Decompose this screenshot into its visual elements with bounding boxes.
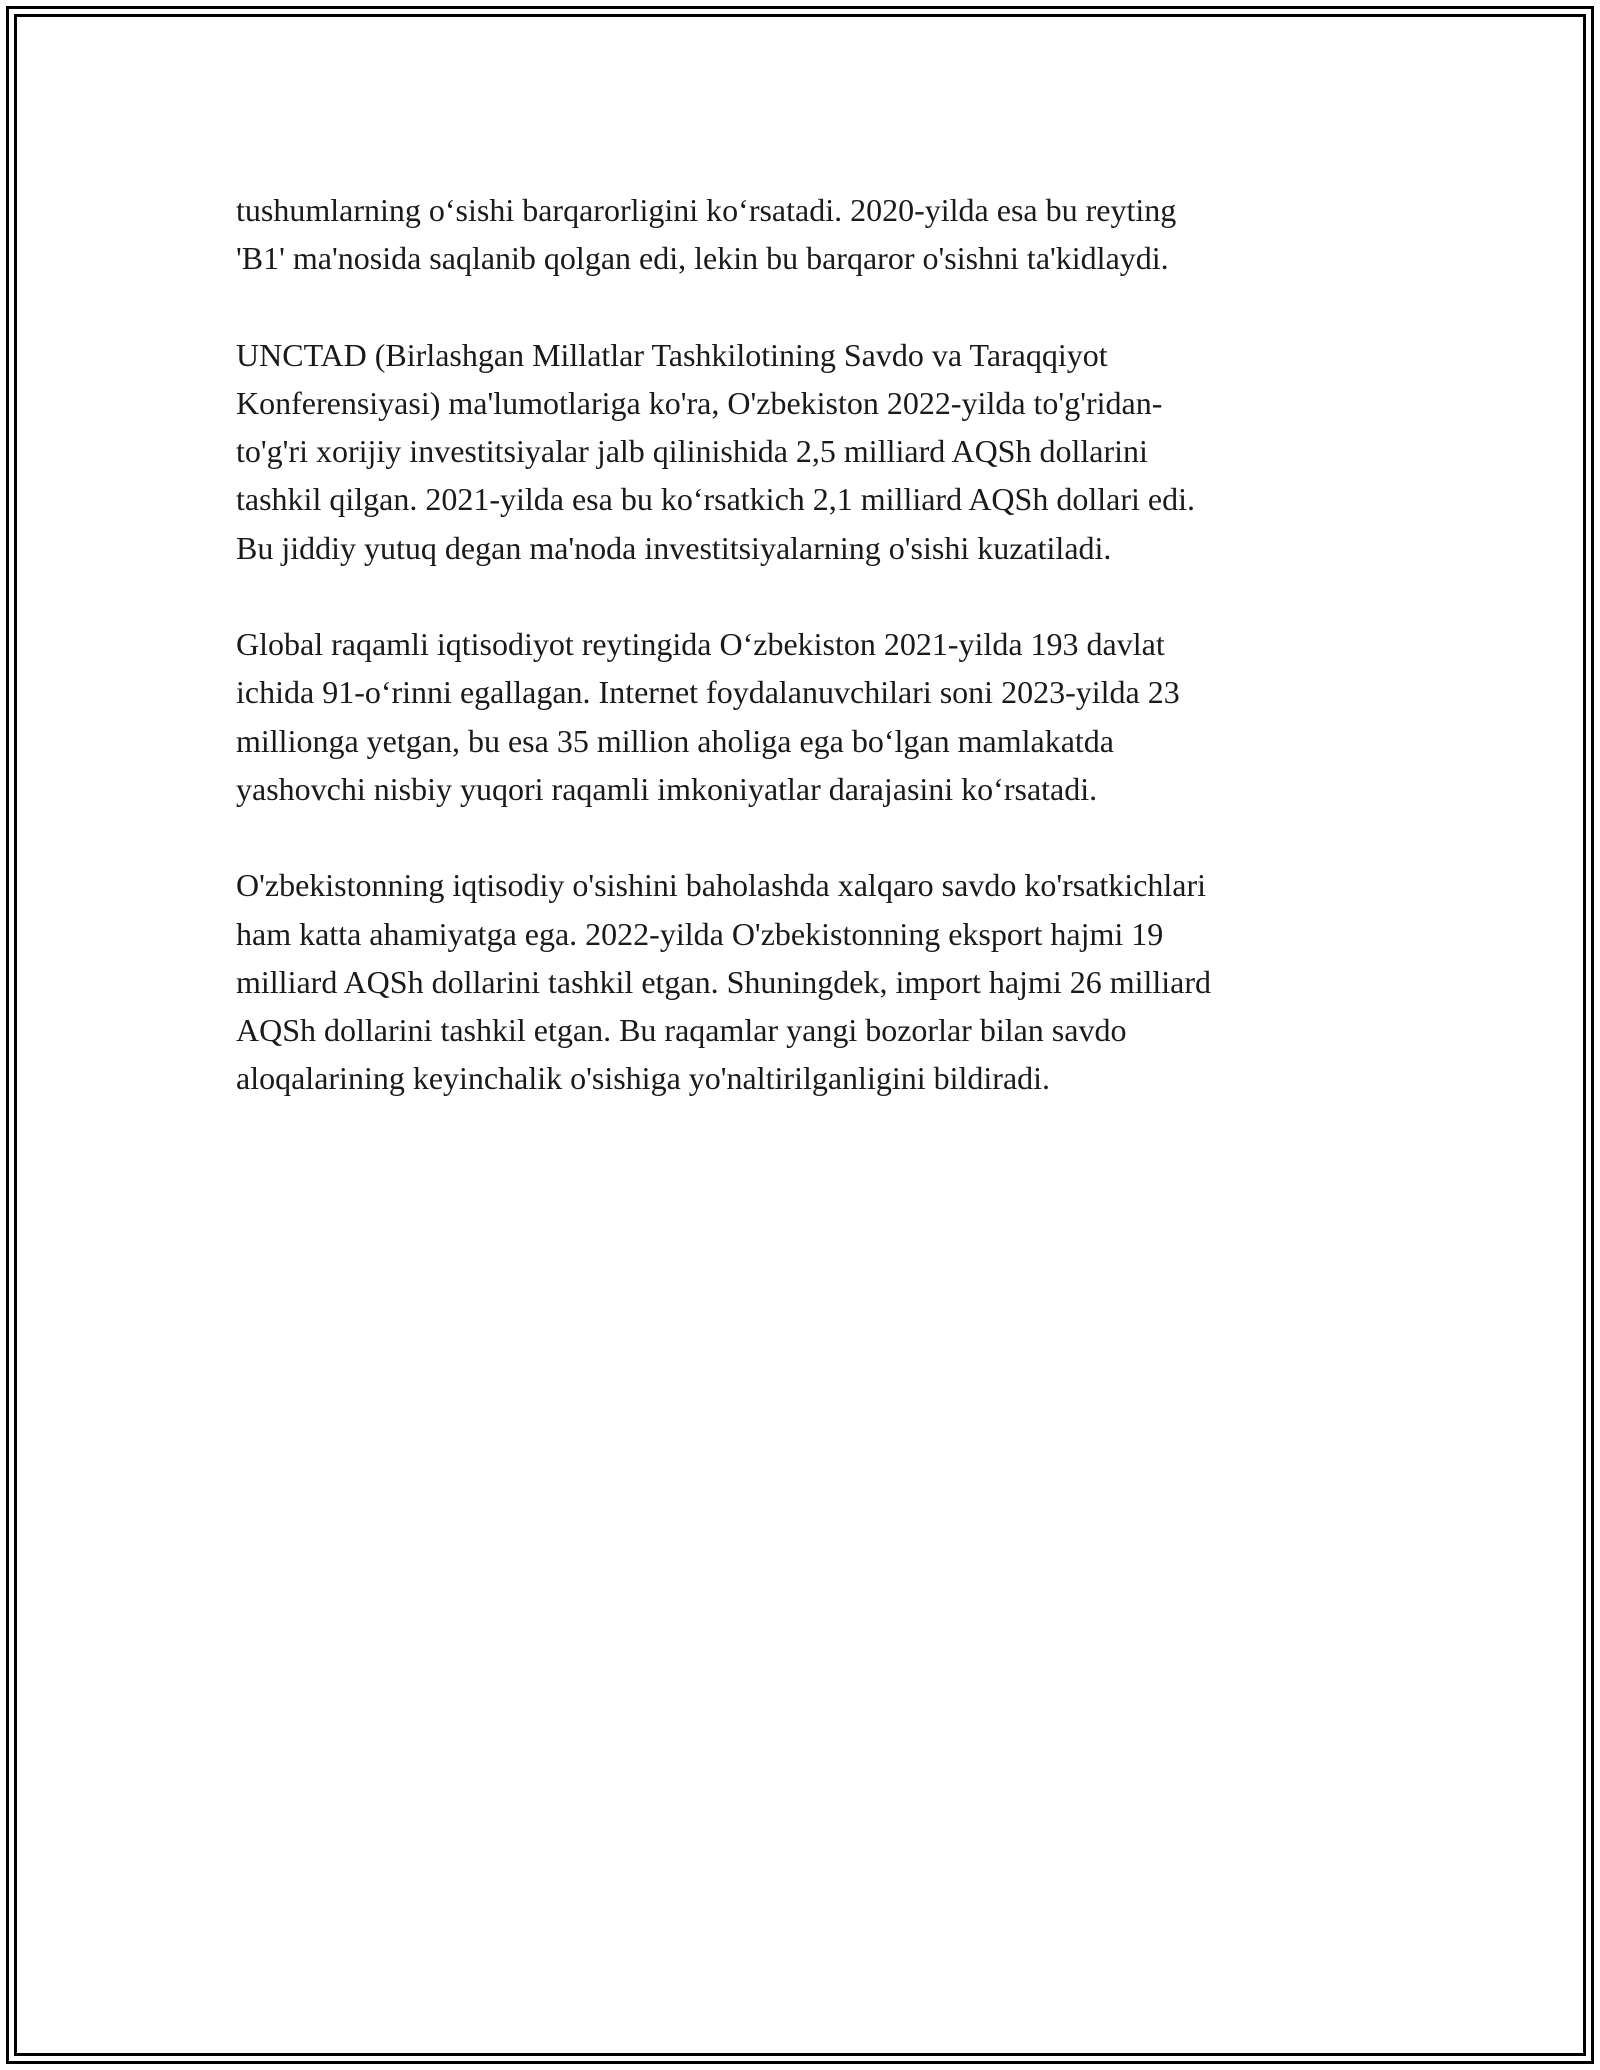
paragraph-foreign-trade xyxy=(236,861,1366,1102)
text-line: tashkil qilgan. 2021-yilda esa bu ko‘rsatkich 2,1 milliard AQSh dollari edi. xyxy=(236,481,1195,518)
paragraph-credit-rating xyxy=(236,186,1366,283)
text-line: ham katta ahamiyatga ega. 2022-yilda O'zbekistonning eksport hajmi 19 xyxy=(236,915,1164,952)
text-line: Global raqamli iqtisodiyot reytingida O‘zbekiston 2021-yilda 193 davlat xyxy=(236,626,1165,663)
text-line: tushumlarning o‘sishi barqarorligini ko‘rsatadi. 2020-yilda esa bu reyting xyxy=(236,192,1177,228)
text-line: yashovchi nisbiy yuqori raqamli imkoniyatlar darajasini ko‘rsatadi. xyxy=(236,770,1098,807)
text-line: aloqalarining keyinchalik o'sishiga yo'naltirilganligini bildiradi. xyxy=(236,1060,1051,1097)
text-line: Bu jiddiy yutuq degan ma'noda investitsiyalarning o'sishi kuzatiladi. xyxy=(236,529,1112,566)
text-line: UNCTAD (Birlashgan Millatlar Tashkilotining Savdo va Taraqqiyot xyxy=(236,336,1108,373)
document-body xyxy=(236,186,1366,1151)
text-line: millionga yetgan, bu esa 35 million aholiga ega bo‘lgan mamlakatda xyxy=(236,722,1114,759)
text-line: milliard AQSh dollarini tashkil etgan. Shuningdek, import hajmi 26 milliard xyxy=(236,963,1212,1000)
text-line: 'B1' ma'nosida saqlanib qolgan edi, lekin bu barqaror o'sishni ta'kidlaydi. xyxy=(236,240,1169,277)
text-line: ichida 91-o‘rinni egallagan. Internet foydalanuvchilari soni 2023-yilda 23 xyxy=(236,674,1180,711)
paragraph-unctad-investments xyxy=(236,331,1366,572)
text-line: AQSh dollarini tashkil etgan. Bu raqamlar yangi bozorlar bilan savdo xyxy=(236,1012,1127,1049)
text-line: O'zbekistonning iqtisodiy o'sishini baholashda xalqaro savdo ko'rsatkichlari xyxy=(236,867,1207,904)
text-line: Konferensiyasi) ma'lumotlariga ko'ra, O'zbekiston 2022-yilda to'g'ridan- xyxy=(236,384,1163,421)
paragraph-digital-economy xyxy=(236,620,1366,813)
text-line: to'g'ri xorijiy investitsiyalar jalb qilinishida 2,5 milliard AQSh dollarini xyxy=(236,433,1148,470)
